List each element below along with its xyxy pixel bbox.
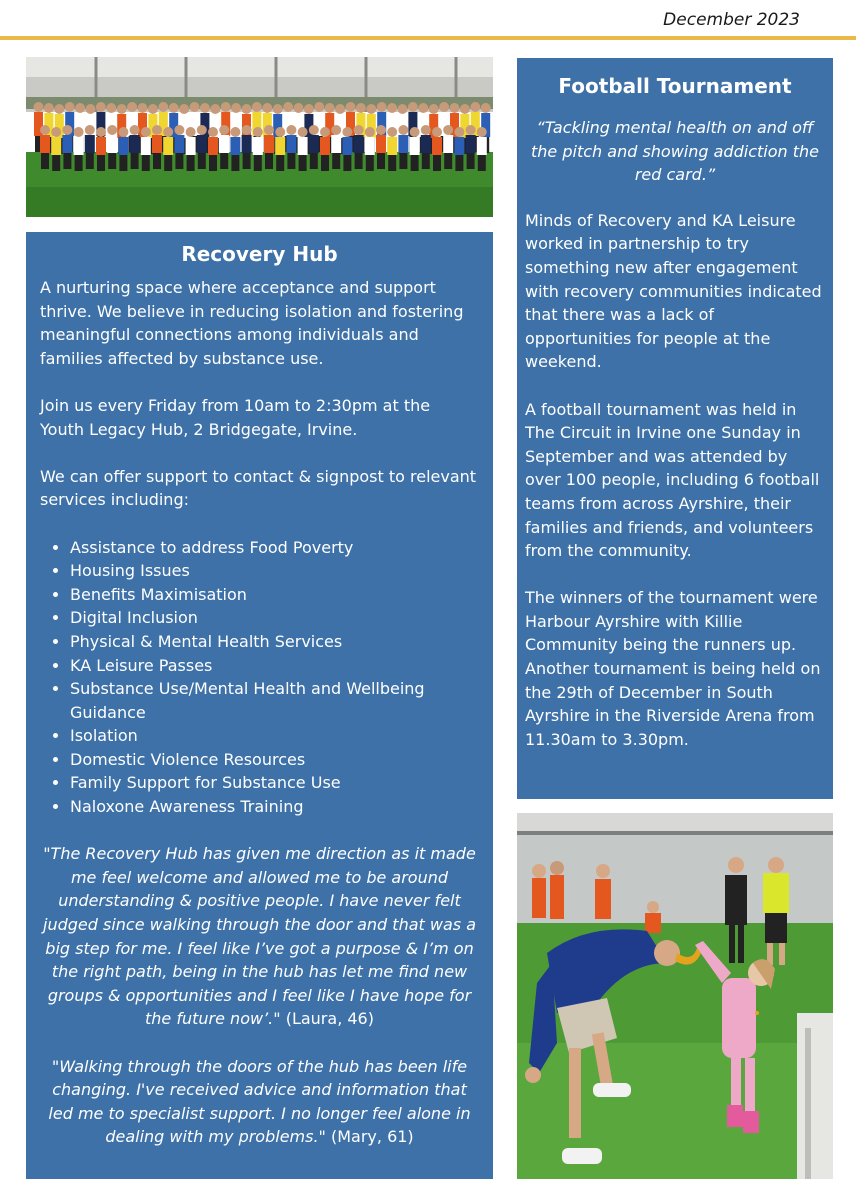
football-paragraph: The winners of the tournament were Harbour Ayrshire with Killie Community being the runners up. Another tournament is being held on the 29th of December in South Ayrshire in the Riverside Arena from 11.30am to 3.30pm. xyxy=(525,588,821,749)
football-tournament-panel xyxy=(517,58,833,799)
recovery-hub-schedule: Join us every Friday from 10am to 2:30pm at the Youth Legacy Hub, 2 Bridgegate, Irvine. xyxy=(40,395,431,439)
newsletter-date: December 2023 xyxy=(663,10,800,30)
list-item: • Digital Inclusion xyxy=(70,606,479,630)
list-item: • Naloxone Awareness Training xyxy=(70,795,479,819)
football-tournament-title: Football Tournament xyxy=(558,74,792,98)
testimonial-quote: "Walking through the doors of the hub has been life changing. I've received advice and information that led me to specialist support. I no longer feel alone in dealing with my problems." xyxy=(48,1056,471,1147)
list-item: • Substance Use/Mental Health and Wellbeing Guidance xyxy=(70,677,479,724)
list-item: • Physical & Mental Health Services xyxy=(70,630,479,654)
list-item: • Family Support for Substance Use xyxy=(70,771,479,795)
list-item: • Assistance to address Food Poverty xyxy=(70,536,479,560)
list-item: • Housing Issues xyxy=(70,559,479,583)
header-divider xyxy=(0,36,856,40)
list-item: • Domestic Violence Resources xyxy=(70,748,479,772)
recovery-hub-title: Recovery Hub xyxy=(181,242,338,266)
list-item: • KA Leisure Passes xyxy=(70,654,479,678)
testimonial-quote: "The Recovery Hub has given me direction as it made me feel welcome and allowed me to be around understanding & positive people. I have never felt judged since walking through the door and that was a big step for me. I feel like I’ve got a purpose & I’m on the right path, being in the hub has let me find new groups & opportunities and I feel like I have hope for the future now’." xyxy=(43,844,476,1029)
services-list xyxy=(40,536,479,819)
football-tagline: “Tackling mental health on and off the pitch and showing addiction the red card.” xyxy=(531,118,819,185)
testimonial-mary xyxy=(40,1055,479,1149)
testimonial-attribution: (Laura, 46) xyxy=(285,1009,374,1029)
support-intro: We can offer support to contact & signpost to relevant services including: xyxy=(40,466,477,510)
list-item: • Benefits Maximisation xyxy=(70,583,479,607)
team-group-photo xyxy=(26,57,493,217)
testimonial-attribution: (Mary, 61) xyxy=(331,1127,414,1147)
medal-presentation-photo xyxy=(517,813,833,1179)
football-paragraph: A football tournament was held in The Circuit in Irvine one Sunday in September and was attended by over 100 people, including 6 football teams from across Ayrshire, their families and friends, and volunteers from the community. xyxy=(525,399,820,561)
testimonial-laura xyxy=(40,842,479,1031)
recovery-hub-intro: A nurturing space where acceptance and support thrive. We believe in reducing isolation and fostering meaningful connections among individuals and families affected by substance use. xyxy=(40,278,464,368)
football-paragraph: Minds of Recovery and KA Leisure worked in partnership to try something new after engagement with recovery communities indicated that there was a lack of opportunities for people at the weekend. xyxy=(525,210,822,372)
list-item: • Isolation xyxy=(70,724,479,748)
recovery-hub-panel xyxy=(26,232,493,1179)
